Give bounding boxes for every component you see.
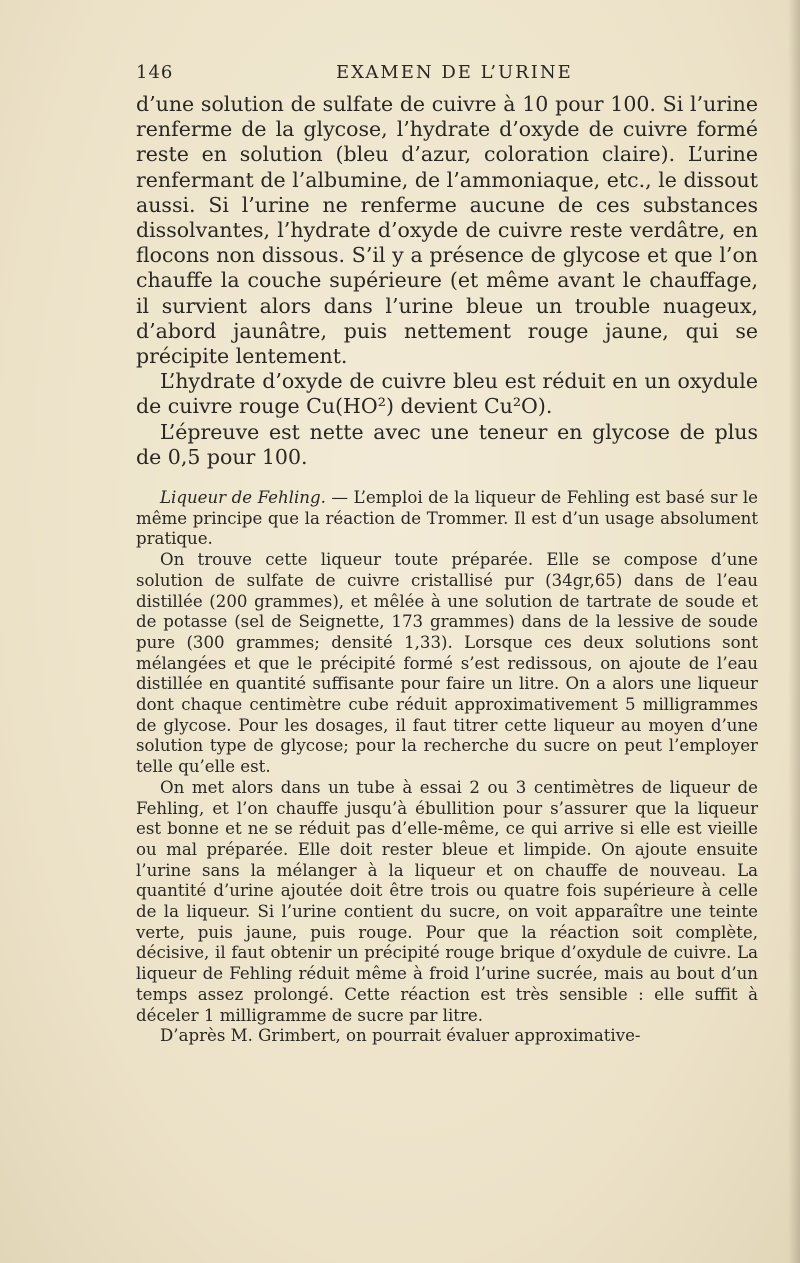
section-trommer-text	[136, 92, 758, 470]
paragraph: L’hydrate d’oxyde de cuivre bleu est réduit en un oxydule de cuivre rouge Cu(HO²) devient Cu²O).	[136, 369, 758, 419]
paragraph	[136, 488, 758, 550]
page-header	[136, 62, 758, 88]
paragraph: d’une solution de sulfate de cuivre à 10 pour 100. Si l’urine renferme de la glycose, l’hydrate d’oxyde de cuivre formé reste en solution (bleu d’azur, coloration claire). L’urine renfermant de l’albumine, de l’ammoniaque, etc., le dissout aussi. Si l’urine ne renferme aucune de ces substances dissolvantes, l’hydrate d’oxyde de cuivre reste verdâtre, en flocons non dissous. S’il y a présence de glycose et que l’on chauffe la couche supérieure (et même avant le chauffage, il survient alors dans l’urine bleue un trouble nuageux, d’abord jaunâtre, puis nettement rouge jaune, qui se précipite lentement.	[136, 92, 758, 369]
paragraph: D’après M. Grimbert, on pourrait évaluer approximative-	[160, 1026, 641, 1046]
page-edge-shadow	[788, 0, 800, 1263]
paragraph: On met alors dans un tube à essai 2 ou 3 centimètres de liqueur de Fehling, et l’on chauffe jusqu’à ébullition pour s’assurer que la liqueur est bonne et ne se réduit pas d’elle-même, ce qui arrive si elle est vieille ou mal préparée. Elle doit rester bleue et limpide. On ajoute ensuite l’urine sans la mélanger à la liqueur et on chauffe de nouveau. La quantité d’urine ajoutée doit être trois ou quatre fois supérieure à celle de la liqueur. Si l’urine contient du sucre, on voit apparaître une teinte verte, puis jaune, puis rouge. Pour que la réaction soit complète, décisive, il faut obtenir un précipité rouge brique d’oxydule de cuivre. La liqueur de Fehling réduit même à froid l’urine sucrée, mais au bout d’un temps assez prolongé. Cette réaction est très sensible : elle suffit à déceler 1 milligramme de sucre par litre.	[136, 777, 758, 1025]
section-heading: Liqueur de Fehling.	[160, 488, 326, 507]
paragraph: On trouve cette liqueur toute préparée. Elle se compose d’une solution de sulfate de cuivre cristallisé pur (34gr,65) dans de l’eau distillée (200 grammes), et mêlée à une solution de tartrate de soude et de potasse (sel de Seignette, 173 grammes) dans de la lessive de soude pure (300 grammes; densité 1,33). Lorsque ces deux solutions sont mélangées et que le précipité formé s’est redissous, on ajoute de l’eau distillée en quantité suffisante pour faire un litre. On a alors une liqueur dont chaque centimètre cube réduit approximativement 5 milligrammes de glycose. Pour les dosages, il faut titrer cette liqueur au moyen d’une solution type de glycose; pour la recherche du sucre on peut l’employer telle qu’elle est.	[136, 550, 758, 777]
running-title: EXAMEN DE L’URINE	[336, 62, 573, 83]
paragraph: L’épreuve est nette avec une teneur en glycose de plus de 0,5 pour 100.	[136, 419, 758, 469]
section-fehling-text	[136, 488, 758, 1047]
paragraph-text: — L’emploi de la liqueur de Fehling est basé sur le même principe que la réaction de Trommer. Il est d’un usage absolument pratique.	[136, 488, 758, 549]
page-number: 146	[136, 62, 174, 83]
